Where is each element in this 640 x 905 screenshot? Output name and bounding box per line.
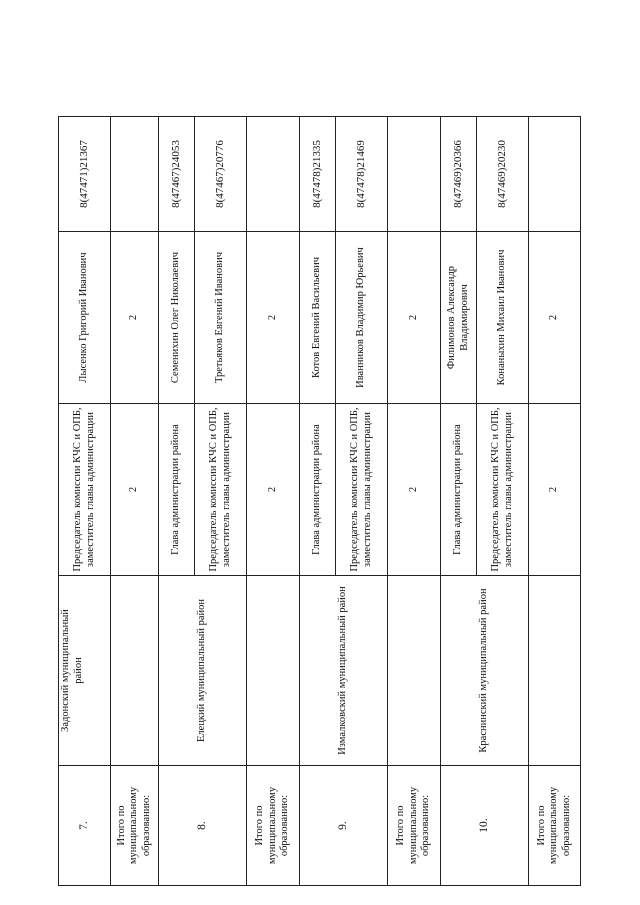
table-row xyxy=(529,117,581,886)
row-number: 7. xyxy=(59,766,111,886)
empty-cell xyxy=(529,117,581,232)
name-count: 2 xyxy=(111,232,159,404)
full-name-cell: Иванников Владимир Юрьевич xyxy=(336,232,388,404)
position-cell: Председатель комиссии КЧС и ОПБ, заместитель главы администрации xyxy=(336,404,388,576)
table-row xyxy=(441,117,477,886)
position-cell: Председатель комиссии КЧС и ОПБ, заместитель главы администрации xyxy=(477,404,529,576)
district-name-line: Задонский муниципальный xyxy=(59,609,71,732)
phone-cell: 8(47478)21469 xyxy=(336,117,388,232)
position-count: 2 xyxy=(529,404,581,576)
full-name-cell: Филимонов Александр Владимирович xyxy=(441,232,477,404)
total-label: Итого по муниципальному образованию: xyxy=(247,766,300,886)
table-row xyxy=(59,117,111,886)
full-name-cell: Котов Евгений Васильевич xyxy=(300,232,336,404)
row-number: 9. xyxy=(300,766,388,886)
district-name xyxy=(59,576,111,766)
empty-cell xyxy=(247,576,300,766)
name-count: 2 xyxy=(247,232,300,404)
district-name-line: район xyxy=(72,657,84,684)
phone-cell: 8(47469)20230 xyxy=(477,117,529,232)
district-name: Елецкий муниципальный район xyxy=(159,576,247,766)
position-count: 2 xyxy=(247,404,300,576)
position-count: 2 xyxy=(111,404,159,576)
empty-cell xyxy=(529,576,581,766)
table-row xyxy=(111,117,159,886)
empty-cell xyxy=(111,576,159,766)
district-name: Измалковский муниципальный район xyxy=(300,576,388,766)
full-name-cell: Третьяков Евгений Иванович xyxy=(195,232,247,404)
phone-cell: 8(47467)24053 xyxy=(159,117,195,232)
total-label: Итого по муниципальному образованию: xyxy=(529,766,581,886)
district-name-wrap xyxy=(59,579,104,762)
officials-table xyxy=(58,116,581,886)
row-number: 8. xyxy=(159,766,247,886)
position-cell: Глава администрации района xyxy=(441,404,477,576)
full-name-cell: Лысенко Григорий Иванович xyxy=(59,232,111,404)
phone-cell: 8(47467)20776 xyxy=(195,117,247,232)
phone-cell: 8(47471)21367 xyxy=(59,117,111,232)
table-row xyxy=(247,117,300,886)
name-count: 2 xyxy=(388,232,441,404)
full-name-cell: Конаныхин Михаил Иванович xyxy=(477,232,529,404)
position-cell: Председатель комиссии КЧС и ОПБ, заместитель главы администрации xyxy=(195,404,247,576)
empty-cell xyxy=(388,117,441,232)
position-cell: Глава администрации района xyxy=(300,404,336,576)
position-count: 2 xyxy=(388,404,441,576)
rotated-table-wrapper xyxy=(58,117,582,886)
empty-cell xyxy=(247,117,300,232)
empty-cell xyxy=(388,576,441,766)
name-count: 2 xyxy=(529,232,581,404)
total-label: Итого по муниципальному образованию: xyxy=(111,766,159,886)
position-cell: Председатель комиссии КЧС и ОПБ, заместитель главы администрации xyxy=(59,404,111,576)
row-number: 10. xyxy=(441,766,529,886)
table-row xyxy=(388,117,441,886)
table-row xyxy=(159,117,195,886)
empty-cell xyxy=(111,117,159,232)
table-row xyxy=(300,117,336,886)
total-label: Итого по муниципальному образованию: xyxy=(388,766,441,886)
position-cell: Глава администрации района xyxy=(159,404,195,576)
district-name: Краснинский муниципальный район xyxy=(441,576,529,766)
phone-cell: 8(47469)20366 xyxy=(441,117,477,232)
phone-cell: 8(47478)21335 xyxy=(300,117,336,232)
full-name-cell: Семенихин Олег Николаевич xyxy=(159,232,195,404)
